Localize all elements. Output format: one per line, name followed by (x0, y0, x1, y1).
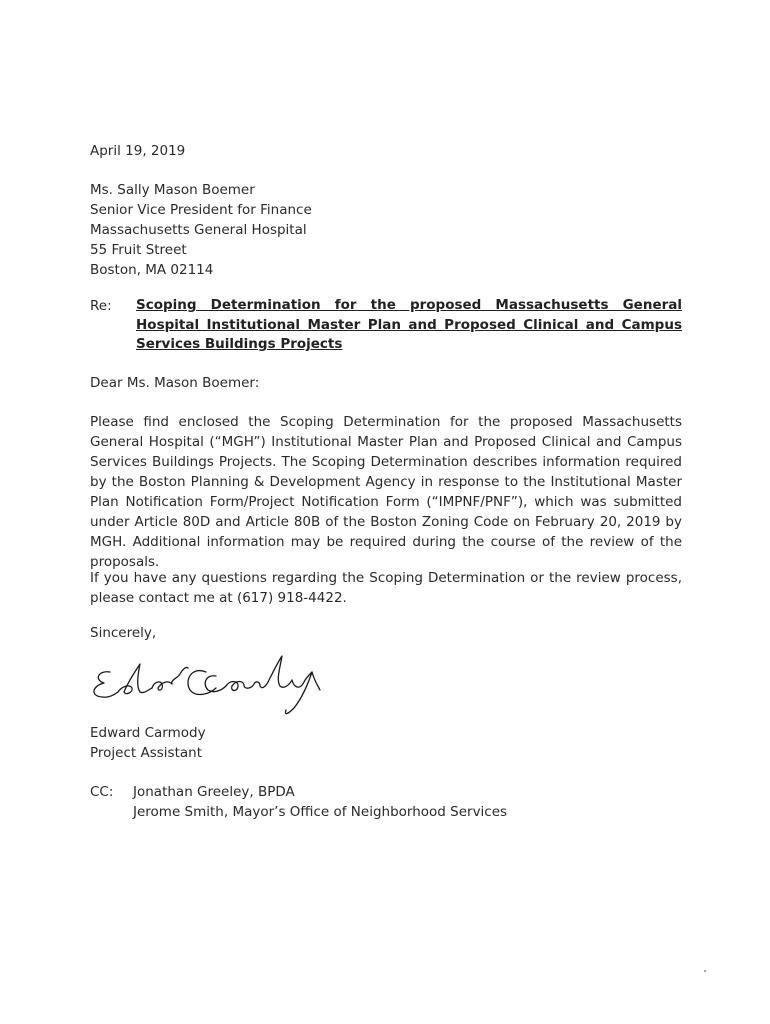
recipient-address (90, 180, 312, 280)
cc-recipient: Jonathan Greeley, BPDA (133, 784, 295, 800)
recipient-organization: Massachusetts General Hospital (90, 222, 307, 238)
signer-name: Edward Carmody (90, 725, 206, 741)
handwritten-signature-icon (88, 650, 338, 725)
signer-title: Project Assistant (90, 745, 202, 761)
cc-list (133, 782, 507, 822)
salutation: Dear Ms. Mason Boemer: (90, 375, 260, 391)
recipient-name: Ms. Sally Mason Boemer (90, 182, 255, 198)
letter-date: April 19, 2019 (90, 143, 186, 159)
scan-speck (704, 970, 706, 972)
cc-label: CC: (90, 784, 114, 800)
cc-recipient: Jerome Smith, Mayor’s Office of Neighborhood Services (133, 804, 508, 820)
recipient-street: 55 Fruit Street (90, 242, 187, 258)
recipient-title: Senior Vice President for Finance (90, 202, 312, 218)
re-subject: Scoping Determination for the proposed Massachusetts General Hospital Institutional Master Plan and Proposed Clinical and Campus Services Buildings Projects (136, 297, 682, 352)
body-paragraph: If you have any questions regarding the Scoping Determination or the review process, please contact me at (617) 918-4422. (90, 570, 682, 606)
recipient-city-state-zip: Boston, MA 02114 (90, 262, 214, 278)
signer-block (90, 723, 206, 763)
re-label: Re: (90, 298, 112, 314)
closing: Sincerely, (90, 625, 157, 641)
body-paragraph: Please find enclosed the Scoping Determination for the proposed Massachusetts General Hospital (“MGH”) Institutional Master Plan and Proposed Clinical and Campus Services Buildings Projects. The Scoping Determination describes information required by the Boston Planning & Development Agency in response to the Institutional Master Plan Notification Form/Project Notification Form (“IMPNF/PNF”), which was submitted under Article 80D and Article 80B of the Boston Zoning Code on February 20, 2019 by MGH. Additional information may be required during the course of the review of the proposals. (90, 414, 682, 570)
